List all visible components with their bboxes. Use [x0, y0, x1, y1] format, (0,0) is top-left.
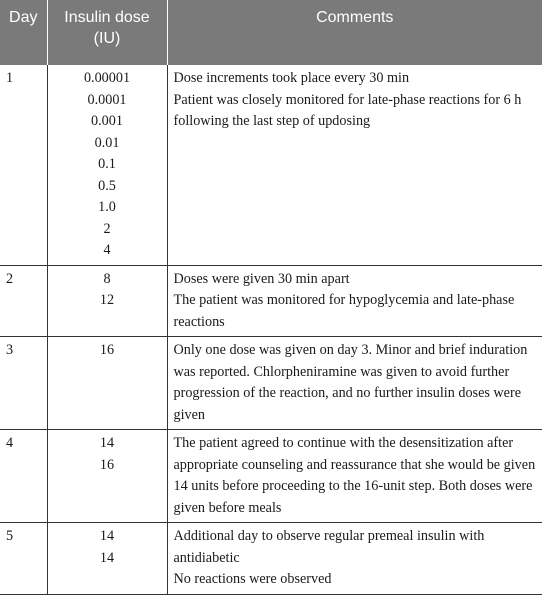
comments-cell [167, 523, 542, 595]
dose-value: 14 [99, 435, 115, 451]
comment-text: Doses were given 30 min apart [173, 270, 350, 287]
comments-cell [167, 265, 542, 337]
comment-text: The patient was monitored for hypoglycemia and late-phase reactions [173, 292, 515, 330]
dose-value: 0.001 [91, 113, 123, 129]
dose-value: 16 [99, 456, 115, 473]
comments-cell [167, 337, 542, 430]
dose-cell [47, 430, 167, 523]
table-row [0, 265, 542, 337]
insulin-dose-header-unit: (IU) [93, 30, 121, 47]
table-row [0, 523, 542, 595]
dose-value: 0.0001 [87, 91, 127, 108]
dose-value: 8 [103, 270, 111, 287]
day-cell: 2 [0, 265, 47, 337]
dose-value: 0.5 [98, 177, 116, 194]
dose-value: 0.01 [94, 134, 120, 151]
comment-text: Additional day to observe regular premeal insulin with antidiabetic [173, 528, 485, 566]
dose-value: 2 [103, 220, 111, 237]
dose-cell [47, 523, 167, 595]
dose-value: 0.00001 [83, 70, 131, 86]
day-cell: 5 [0, 523, 47, 595]
dose-cell [47, 265, 167, 337]
header-row [0, 0, 542, 65]
insulin-dose-header-label: Insulin dose [64, 9, 150, 26]
comment-text: No reactions were observed [173, 571, 332, 587]
dose-value: 12 [99, 292, 115, 308]
dose-value: 14 [99, 528, 115, 544]
day-cell: 3 [0, 337, 47, 430]
comments-column-header: Comments [167, 0, 542, 65]
table-row [0, 65, 542, 265]
comment-text: Dose increments took place every 30 min [173, 70, 410, 86]
dose-cell [47, 65, 167, 265]
day-column-header: Day [0, 0, 47, 65]
comment-text: Only one dose was given on day 3. Minor and brief induration was reported. Chlorpheniramine was given to avoid further progression of the reaction, and no further insulin doses were given [173, 342, 528, 423]
dose-cell [47, 337, 167, 430]
dose-value: 0.1 [98, 156, 116, 172]
table-row [0, 430, 542, 523]
comments-cell [167, 65, 542, 265]
dose-value: 4 [103, 242, 111, 258]
table-row [0, 337, 542, 430]
day-cell: 4 [0, 430, 47, 523]
dose-value: 1.0 [98, 199, 116, 215]
comment-text: Patient was closely monitored for late-phase reactions for 6 h following the last step of updosing [173, 91, 522, 129]
dose-value: 14 [99, 549, 115, 566]
dose-value: 16 [99, 342, 115, 358]
day-cell: 1 [0, 65, 47, 265]
comments-cell [167, 430, 542, 523]
comment-text: The patient agreed to continue with the desensitization after appropriate counseling and reassurance that she would be given 14 units before proceeding to the 16-unit step. Both doses were given before meals [173, 435, 536, 516]
insulin-dose-column-header [47, 0, 167, 65]
